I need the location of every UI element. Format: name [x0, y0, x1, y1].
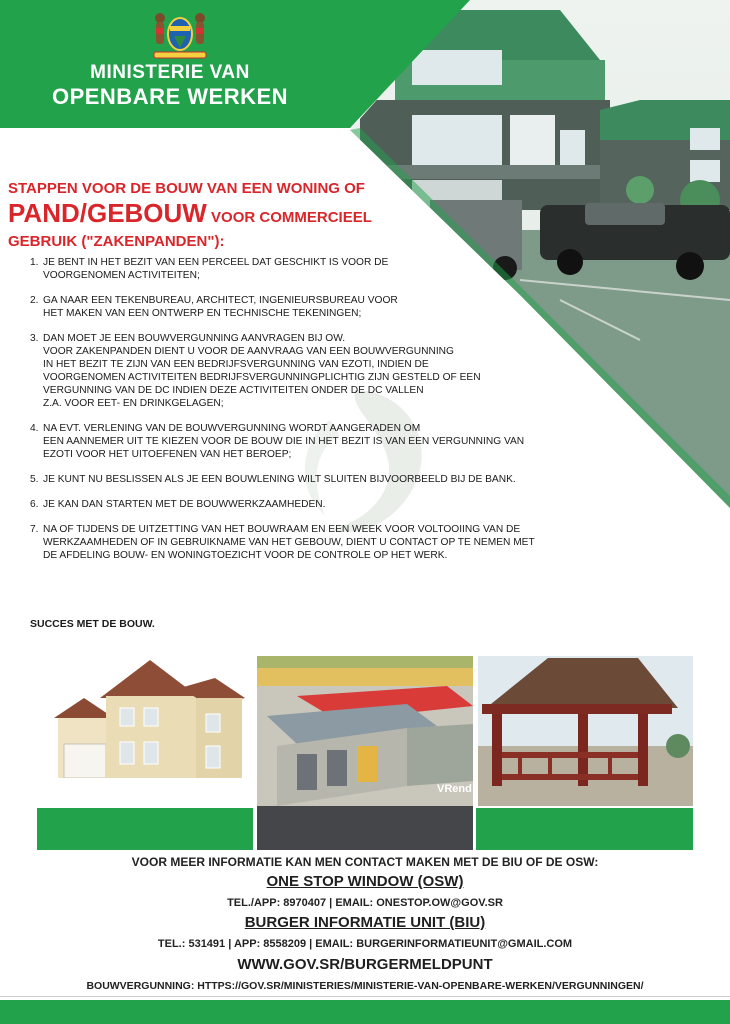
step-text: IN HET BEZIT TE ZIJN VAN EEN BEDRIJFSVERGUNNING VAN EZOTI, INDIEN DE [43, 359, 429, 370]
step-number: 6. [30, 499, 39, 510]
gallery-base-right [476, 808, 693, 850]
osw-title: ONE STOP WINDOW (OSW) [266, 873, 464, 890]
website-link[interactable]: WWW.GOV.SR/BURGERMELDPUNT [237, 956, 493, 973]
step-text: HET MAKEN VAN EEN ONTWERP EN TECHNISCHE TEKENINGEN; [43, 308, 362, 319]
commercial-building-rendering [257, 656, 473, 850]
example-buildings-gallery [0, 650, 730, 850]
step-text: VERGUNNING VAN DE DC INDIEN DEZE ACTIVITEITEN ONDER DE DC VALLEN [43, 385, 424, 396]
contact-intro: VOOR MEER INFORMATIE KAN MEN CONTACT MAKEN MET DE BIU OF DE OSW: [131, 855, 599, 869]
step-text: GA NAAR EEN TEKENBUREAU, ARCHITECT, INGENIEURSBUREAU VOOR [43, 295, 398, 306]
step-text: DAN MOET JE EEN BOUWVERGUNNING AANVRAGEN BIJ OW. [43, 333, 346, 344]
step-text: DE AFDELING BOUW- EN WONINGTOEZICHT VOOR DE CONTROLE OP HET WERK. [43, 550, 448, 561]
rendering-watermark: VRend [437, 783, 472, 795]
step-text: EZOTI VOOR HET UITOEFENEN VAN HET BEROEP; [43, 449, 292, 460]
title-line3: GEBRUIK ("ZAKENPANDEN"): [8, 233, 225, 250]
title-line2: VOOR COMMERCIEEL [206, 209, 372, 226]
steps-list [30, 256, 610, 574]
step-number: 4. [30, 423, 39, 434]
biu-details: TEL.: 531491 | APP: 8558209 | EMAIL: BURGERINFORMATIEUNIT@GMAIL.COM [157, 938, 573, 950]
step-item [30, 473, 610, 486]
step-number: 3. [30, 333, 39, 344]
step-text: VOORGENOMEN ACTIVITEITEN BEDRIJFSVERGUNNINGPLICHTIG ZIJN GESTELD OF EEN [43, 372, 481, 383]
step-text: EEN AANNEMER UIT TE KIEZEN VOOR DE BOUW DIE IN HET BEZIT IS VAN EEN VERGUNNING VAN [43, 436, 525, 447]
step-text: NA EVT. VERLENING VAN DE BOUWVERGUNNING WORDT AANGERADEN OM [43, 423, 421, 434]
gallery-base-left [37, 808, 253, 850]
step-text: JE KAN DAN STARTEN MET DE BOUWWERKZAAMHEDEN. [43, 499, 326, 510]
gazebo-photo [478, 656, 693, 806]
step-item [30, 332, 610, 410]
coat-of-arms-icon [148, 4, 212, 62]
title-line1: STAPPEN VOOR DE BOUW VAN EEN WONING OF [8, 180, 365, 197]
closing-note: SUCCES MET DE BOUW. [30, 618, 155, 630]
step-text: JE BENT IN HET BEZIT VAN EEN PERCEEL DAT GESCHIKT IS VOOR DE [43, 257, 389, 268]
step-item [30, 498, 610, 511]
step-text: Z.A. VOOR EET- EN DRINKGELAGEN; [43, 398, 224, 409]
title-emphasis: PAND/GEBOUW [8, 198, 207, 228]
biu-title: BURGER INFORMATIE UNIT (BIU) [244, 914, 486, 931]
page-title [8, 177, 438, 254]
house-illustration [40, 658, 250, 788]
step-item [30, 523, 610, 562]
step-text: VOOR ZAKENPANDEN DIENT U VOOR DE AANVRAAG VAN EEN BOUWVERGUNNING [43, 346, 454, 357]
step-item [30, 256, 610, 282]
step-text: VOORGENOMEN ACTIVITEITEN; [43, 270, 200, 281]
step-text: NA OF TIJDENS DE UITZETTING VAN HET BOUWRAAM EN EEN WEEK VOOR VOLTOOIING VAN DE [43, 524, 521, 535]
step-number: 7. [30, 524, 39, 535]
step-text: JE KUNT NU BESLISSEN ALS JE EEN BOUWLENING WILT SLUITEN BIJVOORBEELD BIJ DE BANK. [43, 474, 516, 485]
ministry-name-line1: MINISTERIE VAN [90, 62, 250, 83]
step-number: 1. [30, 257, 39, 268]
osw-details: TEL./APP: 8970407 | EMAIL: ONESTOP.OW@GOV.SR [227, 897, 503, 909]
step-item [30, 294, 610, 320]
ministry-name [40, 62, 300, 110]
step-text: WERKZAAMHEDEN OF IN GEBRUIKNAME VAN HET GEBOUW, DIENT U CONTACT OP TE NEMEN MET [43, 537, 535, 548]
permit-link[interactable]: BOUWVERGUNNING: HTTPS://GOV.SR/MINISTERIES/MINISTERIE-VAN-OPENBARE-WERKEN/VERGUNNINGEN/ [86, 980, 644, 992]
footer-divider [0, 996, 730, 997]
footer-green-bar [0, 1000, 730, 1024]
step-item [30, 422, 610, 461]
step-number: 5. [30, 474, 39, 485]
step-number: 2. [30, 295, 39, 306]
ministry-name-line2: OPENBARE WERKEN [51, 84, 289, 109]
